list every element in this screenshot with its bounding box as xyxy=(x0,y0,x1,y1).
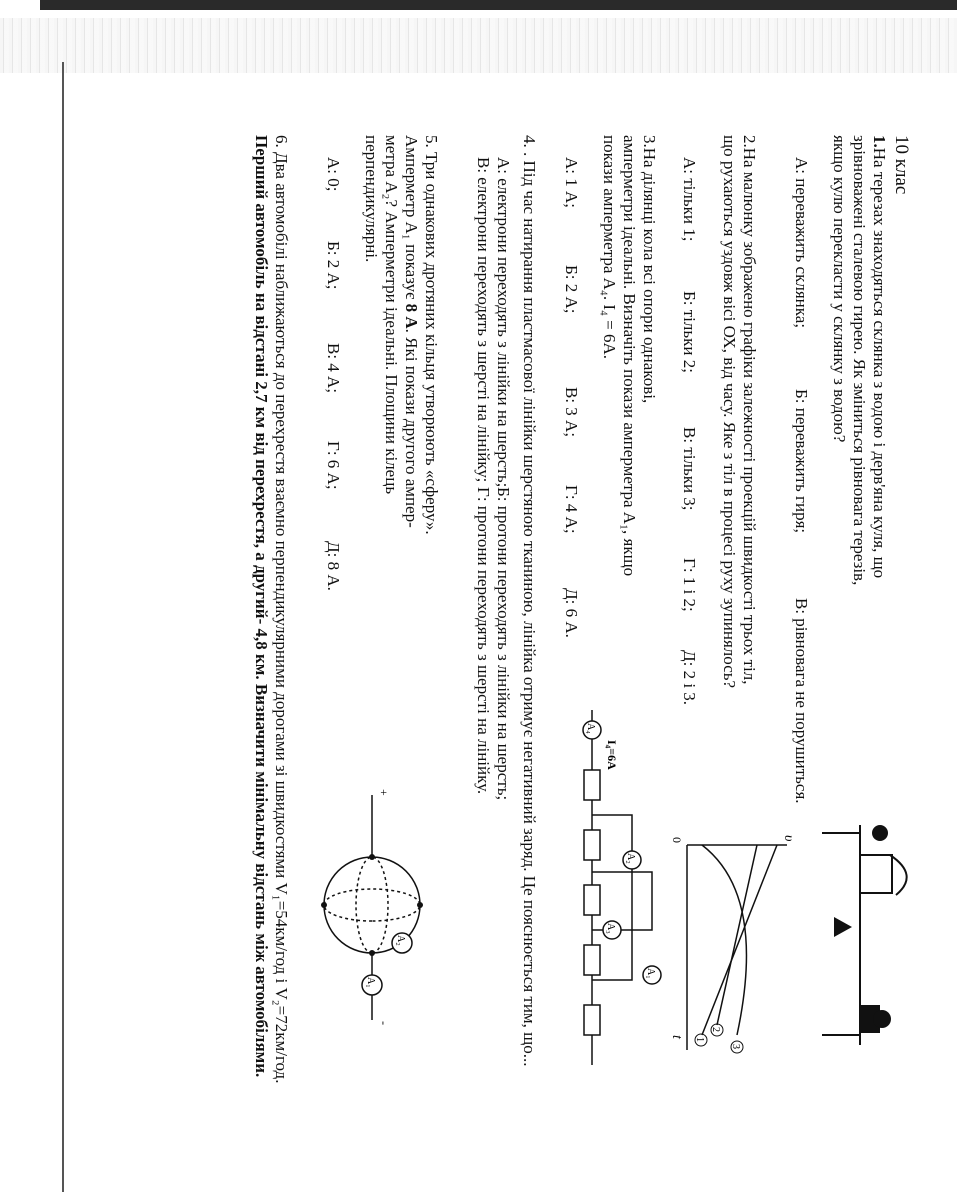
current-label: I₄=6A xyxy=(605,740,619,770)
q4-answer-b: Б: протони переходять з лінійки на шерсть; xyxy=(494,487,513,801)
sphere-a2-label: A₂ xyxy=(395,935,406,946)
ammeter-a2-label: A₂ xyxy=(625,853,636,864)
weight-ball-icon xyxy=(873,1010,891,1028)
q3-answer-a: А: 1 А; xyxy=(562,157,581,208)
wooden-ball-icon xyxy=(872,825,888,841)
q3-line2: амперметри ідеальні. Визначіть покази амперметра A₁, якщо xyxy=(620,135,639,577)
q5-answer-d: Г: 6 А; xyxy=(324,441,343,490)
q1-balance-diagram xyxy=(802,815,912,1055)
q1-answer-a: А: переважить склянка; xyxy=(792,157,811,329)
scan-noise-strip xyxy=(0,18,957,73)
q5-line4: перпендикулярні. xyxy=(362,135,381,263)
q5-line2 xyxy=(401,135,422,528)
q5-line2-bold: 8 А xyxy=(402,303,421,329)
q5-sphere-diagram xyxy=(302,785,442,1035)
sphere-a1-label: A₁ xyxy=(365,977,376,988)
water-glass-icon xyxy=(860,855,892,893)
q2-answer-a: А: тільки 1; xyxy=(680,157,699,242)
q5-answer-e: Д: 8 А. xyxy=(324,541,343,591)
q2-velocity-graph xyxy=(669,835,797,1065)
ring-horizontal xyxy=(356,857,388,953)
q3-answer-b: Б: 2 А; xyxy=(562,265,581,314)
q5-answer-c: В: 4 А; xyxy=(324,343,343,394)
v-axis-label: υ xyxy=(781,835,796,842)
plus-terminal: + xyxy=(377,789,391,796)
q3-answer-e: Д: 6 А. xyxy=(562,588,581,638)
q3-answer-c: В: 3 А; xyxy=(562,387,581,438)
ammeter-a4-label: A₄ xyxy=(585,723,596,734)
q4-answer-c: В: електрони переходять з шерсті на лінійку; xyxy=(474,157,493,483)
q4-answer-d: Г: протони переходять з шерсті на лінійку. xyxy=(474,487,493,795)
q5-line1: 5. Три однакових дротяних кільця утворюють «сферу». xyxy=(422,135,441,535)
curve-label-3: 3 xyxy=(730,1044,741,1049)
q2-answer-b: Б: тільки 2; xyxy=(680,291,699,373)
q6-line1: 6. Два автомобілі наближаються до перехрестя взаємно перпендикулярними дорогами зі швидкостями V₁=54км/год і V₂=72км/год. xyxy=(272,135,291,1084)
page-margin-line xyxy=(62,62,64,1192)
q5-line3: метра A₂? Амперметри ідеальні. Площини кілець xyxy=(382,135,401,495)
t-axis-label: t xyxy=(669,1035,684,1039)
origin-label: 0 xyxy=(670,837,684,843)
q4-answer-a: А: електрони переходять з лінійки на шерсть; xyxy=(494,157,513,488)
ammeter-a3-label: A₃ xyxy=(605,923,616,934)
graph-line-1 xyxy=(702,845,777,1035)
q2-line2: що рухаються уздовж вісі ОХ, від часу. Яке з тіл в процесі руху зупинялось? xyxy=(720,135,739,689)
q3-line1: 3.На ділянці кола всі опори однакові, xyxy=(640,135,659,404)
q1-line2: зрівноважені сталевою гирею. Як зміниться рівновага терезів, xyxy=(850,135,869,586)
q5-line2-c: . Які покази другого ампер- xyxy=(402,328,421,528)
q3-line3: покази амперметра A₄. I₄ = 6A. xyxy=(600,135,619,360)
ring-vertical xyxy=(324,889,420,921)
q1-answer-b: Б: переважить гиря; xyxy=(792,389,811,534)
minus-terminal: - xyxy=(377,1021,391,1025)
curve-label-1: 1 xyxy=(694,1037,705,1042)
q3-answer-d: Г: 4 А; xyxy=(562,485,581,534)
q1-line1 xyxy=(869,135,890,578)
rotated-worksheet xyxy=(212,135,912,1195)
q2-line1: 2.На малюнку зображено графіки залежності проекцій швидкості трьох тіл, xyxy=(740,135,759,685)
q1-text: На терезах знаходяться склянка з водою і дерв'яна куля, що xyxy=(870,147,889,579)
q1-number: 1. xyxy=(870,135,889,148)
curve-label-2: 2 xyxy=(710,1027,721,1032)
q2-answer-e: Д: 2 і 3. xyxy=(680,650,699,706)
q5-answer-a: А: 0; xyxy=(324,157,343,192)
fulcrum-icon xyxy=(834,917,852,937)
q3-circuit-diagram xyxy=(552,700,672,1080)
class-heading: 10 клас xyxy=(891,135,912,195)
q4-line1: 4. . Під час натирання пластмасової лінійки шерстяною тканиною, лінійка отримує негативний заряд. Це пояснюється тим, що... xyxy=(520,135,539,1067)
q1-answer-c: В: рівновага не порушиться. xyxy=(792,598,811,804)
q2-answer-d: Г: 1 і 2; xyxy=(680,558,699,612)
q5-answer-b: Б: 2 А; xyxy=(324,241,343,290)
q6-line2: Перший автомобіль на відстані 2,7 км від перехрестя, а другий- 4,8 км. Визначити мінімальну відстань між автомобілями. xyxy=(252,135,271,1078)
ammeter-a1-label: A₁ xyxy=(645,968,656,979)
q5-line2-a: Амперметр A₁ показує xyxy=(402,135,421,304)
graph-line-2 xyxy=(717,845,757,1025)
q2-answer-c: В: тільки 3; xyxy=(680,427,699,511)
q1-line3: якщо кулю перекласти у склянку з водою? xyxy=(830,135,849,443)
scan-top-border xyxy=(40,0,957,10)
